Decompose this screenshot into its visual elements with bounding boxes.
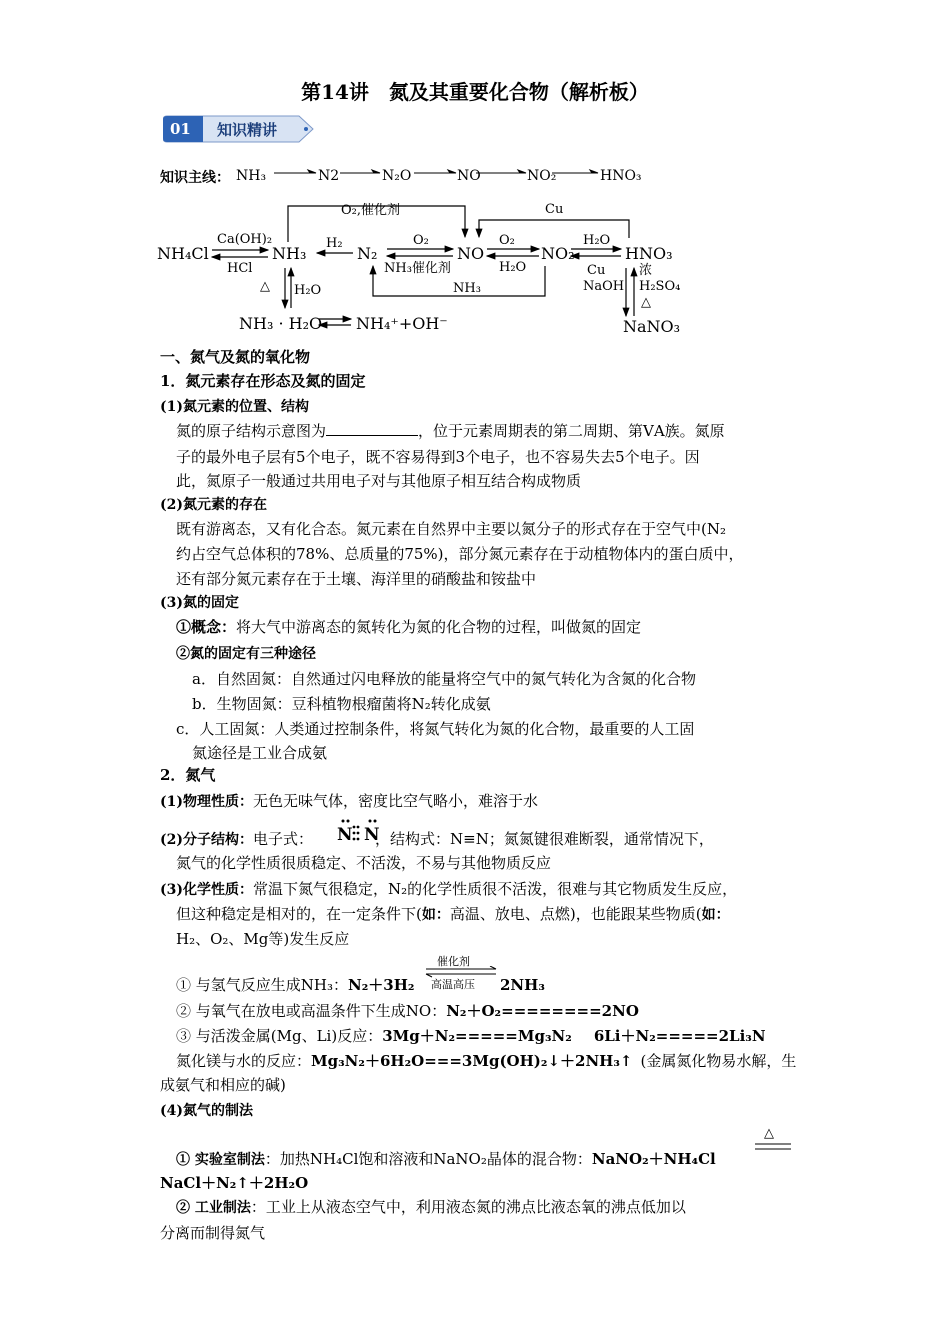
paragraph-line: c．人工固氮：人类通过控制条件，将氮气转化为氮的化合物，最重要的人工固 xyxy=(176,720,695,738)
label-concentrated: 浓 xyxy=(639,263,653,278)
equation: 6Li＋N₂=====2Li₃N xyxy=(593,1027,766,1045)
svg-text:N: N xyxy=(337,825,353,845)
species-nano3: NaNO₃ xyxy=(623,317,681,336)
equation: NaNO₂＋NH₄Cl xyxy=(591,1150,716,1168)
paragraph-line: H₂、O₂、Mg等)发生反应 xyxy=(176,930,350,948)
text: ：工业上从液态空气中，利用液态氮的沸点比液态氧的沸点低加以 xyxy=(250,1198,686,1216)
label-nh3-bottom: NH₃ xyxy=(453,281,481,296)
label-delta: △ xyxy=(641,295,651,310)
answer-blank xyxy=(326,421,418,436)
text: 高温、放电、点燃)，也能跟某些物质( xyxy=(449,905,702,923)
reversible-arrow xyxy=(424,966,500,978)
label-hcl: HCl xyxy=(227,261,253,276)
label-h2o: H₂O xyxy=(499,260,527,275)
species-nh3h2o: NH₃ · H₂O xyxy=(239,314,323,333)
paragraph-line: 此，氮原子一般通过共用电子对与其他原子相互结合构成物质 xyxy=(176,472,582,490)
label-caoh2: Ca(OH)₂ xyxy=(217,232,273,247)
mainline xyxy=(160,167,230,187)
paragraph-line xyxy=(176,1146,716,1173)
text: ①概念： xyxy=(176,618,237,636)
text: (金属氮化物易水解，生 xyxy=(640,1052,797,1070)
text: ，位于元素周期表的第二周期、第ⅤA族。氮原 xyxy=(418,422,725,440)
mainline-item: NH₃ xyxy=(236,168,267,184)
section-badge xyxy=(163,114,315,144)
species-no: NO xyxy=(457,244,485,263)
reaction-line xyxy=(176,998,639,1024)
label-o2: O₂ xyxy=(499,233,515,248)
label-naoh: NaOH xyxy=(583,279,625,294)
section-heading: 一、氮气及氮的氧化物 xyxy=(160,348,311,366)
item-heading: (4)氮气的制法 xyxy=(160,1103,253,1119)
text: (1)物理性质： xyxy=(160,794,253,810)
equation: NaCl＋N₂↑＋2H₂O xyxy=(160,1174,309,1192)
item-heading: (3)氮的固定 xyxy=(160,595,239,611)
condition-high-temp-pressure: 高温高压 xyxy=(431,978,475,991)
badge-label: 知识精讲 xyxy=(217,121,278,139)
subsection-heading: 2．氮气 xyxy=(160,766,216,784)
paragraph-line: b．生物固氮：豆科植物根瘤菌将N₂转化成氨 xyxy=(192,695,491,713)
equation-part: N₂＋3H₂ xyxy=(348,976,415,994)
species-ions: NH₄⁺+OH⁻ xyxy=(356,314,448,333)
paragraph-line xyxy=(160,788,538,815)
text: 无色无味气体，密度比空气略小，难溶于水 xyxy=(253,792,539,810)
subsection-heading: 1．氮元素存在形态及氮的固定 xyxy=(160,372,366,390)
reaction-line xyxy=(176,1023,766,1049)
label-cu-top: Cu xyxy=(545,202,564,217)
equation: N₂＋O₂========2NO xyxy=(446,1002,639,1020)
mainline-arrows xyxy=(270,168,610,182)
label-o2-catalyst: O₂,催化剂 xyxy=(341,203,401,218)
text: 常温下氮气很稳定，N₂的化学性质很不活泼，很难与其它物质发生反应， xyxy=(253,880,738,898)
text: 如： xyxy=(701,907,730,923)
text: (3)化学性质： xyxy=(160,882,253,898)
paragraph-line: 氮途径是工业合成氨 xyxy=(192,744,328,762)
text: (2)分子结构： xyxy=(160,832,253,848)
species-n2: N₂ xyxy=(357,244,378,263)
label-h2o: H₂O xyxy=(294,283,322,298)
paragraph-line: a．自然固氮：自然通过闪电释放的能量将空气中的氮气转化为含氮的化合物 xyxy=(192,670,696,688)
label-h2: H₂ xyxy=(326,236,343,251)
text: ③ 与活泼金属(Mg、Li)反应： xyxy=(176,1027,383,1045)
equation: Mg₃N₂＋6H₂O===3Mg(OH)₂↓＋2NH₃↑ xyxy=(311,1052,633,1070)
mainline-label: 知识主线： xyxy=(160,170,230,186)
item-heading: (2)氮元素的存在 xyxy=(160,497,267,513)
reaction-line xyxy=(176,972,414,998)
mainline-item: N2 xyxy=(318,168,340,184)
condition-heating: △ xyxy=(764,1126,774,1141)
label-o2: O₂ xyxy=(413,233,429,248)
species-nh4cl: NH₄Cl xyxy=(157,244,209,263)
species-nh3: NH₃ xyxy=(272,244,307,263)
text: ① 与氢气反应生成NH₃： xyxy=(176,976,348,994)
svg-text:N: N xyxy=(364,825,380,845)
item-heading: ②氮的固定有三种途径 xyxy=(176,646,316,662)
paragraph-line: 还有部分氮元素存在于土壤、海洋里的硝酸盐和铵盐中 xyxy=(176,570,537,588)
text: 电子式： xyxy=(253,830,314,848)
label-delta: △ xyxy=(260,279,270,294)
label-nh3-catalyst: NH₃催化剂 xyxy=(384,261,451,276)
mainline-item: NO xyxy=(457,168,481,184)
reaction-line xyxy=(176,1048,796,1074)
text: ，结构式：N≡N；氮氮键很难断裂，通常情况下， xyxy=(375,830,714,848)
text: ② 工业制法 xyxy=(176,1200,251,1216)
equals-sign xyxy=(753,1142,793,1152)
paragraph-line xyxy=(176,418,725,444)
equation-part: 2NH₃ xyxy=(500,976,545,994)
item-heading: (1)氮元素的位置、结构 xyxy=(160,399,309,415)
badge-number: 01 xyxy=(170,120,191,138)
paragraph-line: 约占空气总体积的78%、总质量的75%)，部分氮元素存在于动植物体内的蛋白质中， xyxy=(176,545,744,563)
text: ② 与氧气在放电或高温条件下生成NO： xyxy=(176,1002,447,1020)
paragraph-line: 分离而制得氮气 xyxy=(160,1224,266,1242)
paragraph-line xyxy=(160,876,737,903)
text: ：加热NH₄Cl饱和溶液和NaNO₂晶体的混合物： xyxy=(264,1150,592,1168)
text: 氮的原子结构示意图为 xyxy=(176,422,327,440)
label-h2o: H₂O xyxy=(583,233,611,248)
paragraph-line xyxy=(176,614,641,640)
label-h2so4: H₂SO₄ xyxy=(639,279,681,294)
text: 氮化镁与水的反应： xyxy=(176,1052,312,1070)
mainline-item: NO₂ xyxy=(527,168,557,184)
condition-catalyst: 催化剂 xyxy=(437,955,470,968)
text: 如： xyxy=(421,907,450,923)
label-cu: Cu xyxy=(587,263,606,278)
species-hno3: HNO₃ xyxy=(625,244,673,263)
text: ① 实验室制法 xyxy=(176,1152,265,1168)
paragraph-line: 氮气的化学性质很质稳定、不活泼，不易与其他物质反应 xyxy=(176,854,552,872)
species-no2: NO₂ xyxy=(541,244,575,263)
text: 但这种稳定是相对的，在一定条件下( xyxy=(176,905,422,923)
paragraph-line xyxy=(176,901,730,928)
paragraph-line: 子的最外电子层有5个电子，既不容易得到3个电子，也不容易失去5个电子。因 xyxy=(176,448,700,466)
nitrogen-conversion-diagram xyxy=(155,190,695,340)
paragraph-line: 成氨气和相应的碱) xyxy=(160,1076,286,1094)
n2-electron-dot-formula xyxy=(334,816,384,846)
paragraph-line xyxy=(160,826,714,853)
mainline-item: HNO₃ xyxy=(600,168,642,184)
paragraph-line xyxy=(176,1194,686,1221)
paragraph-line: 既有游离态，又有化合态。氮元素在自然界中主要以氮分子的形式存在于空气中(N₂ xyxy=(176,520,726,538)
equation: 3Mg＋N₂=====Mg₃N₂ xyxy=(382,1027,572,1045)
text: 将大气中游离态的氮转化为氮的化合物的过程，叫做氮的固定 xyxy=(236,618,642,636)
mainline-item: N₂O xyxy=(382,168,412,184)
page-title: 第14讲 氮及其重要化合物（解析板） xyxy=(301,80,649,104)
